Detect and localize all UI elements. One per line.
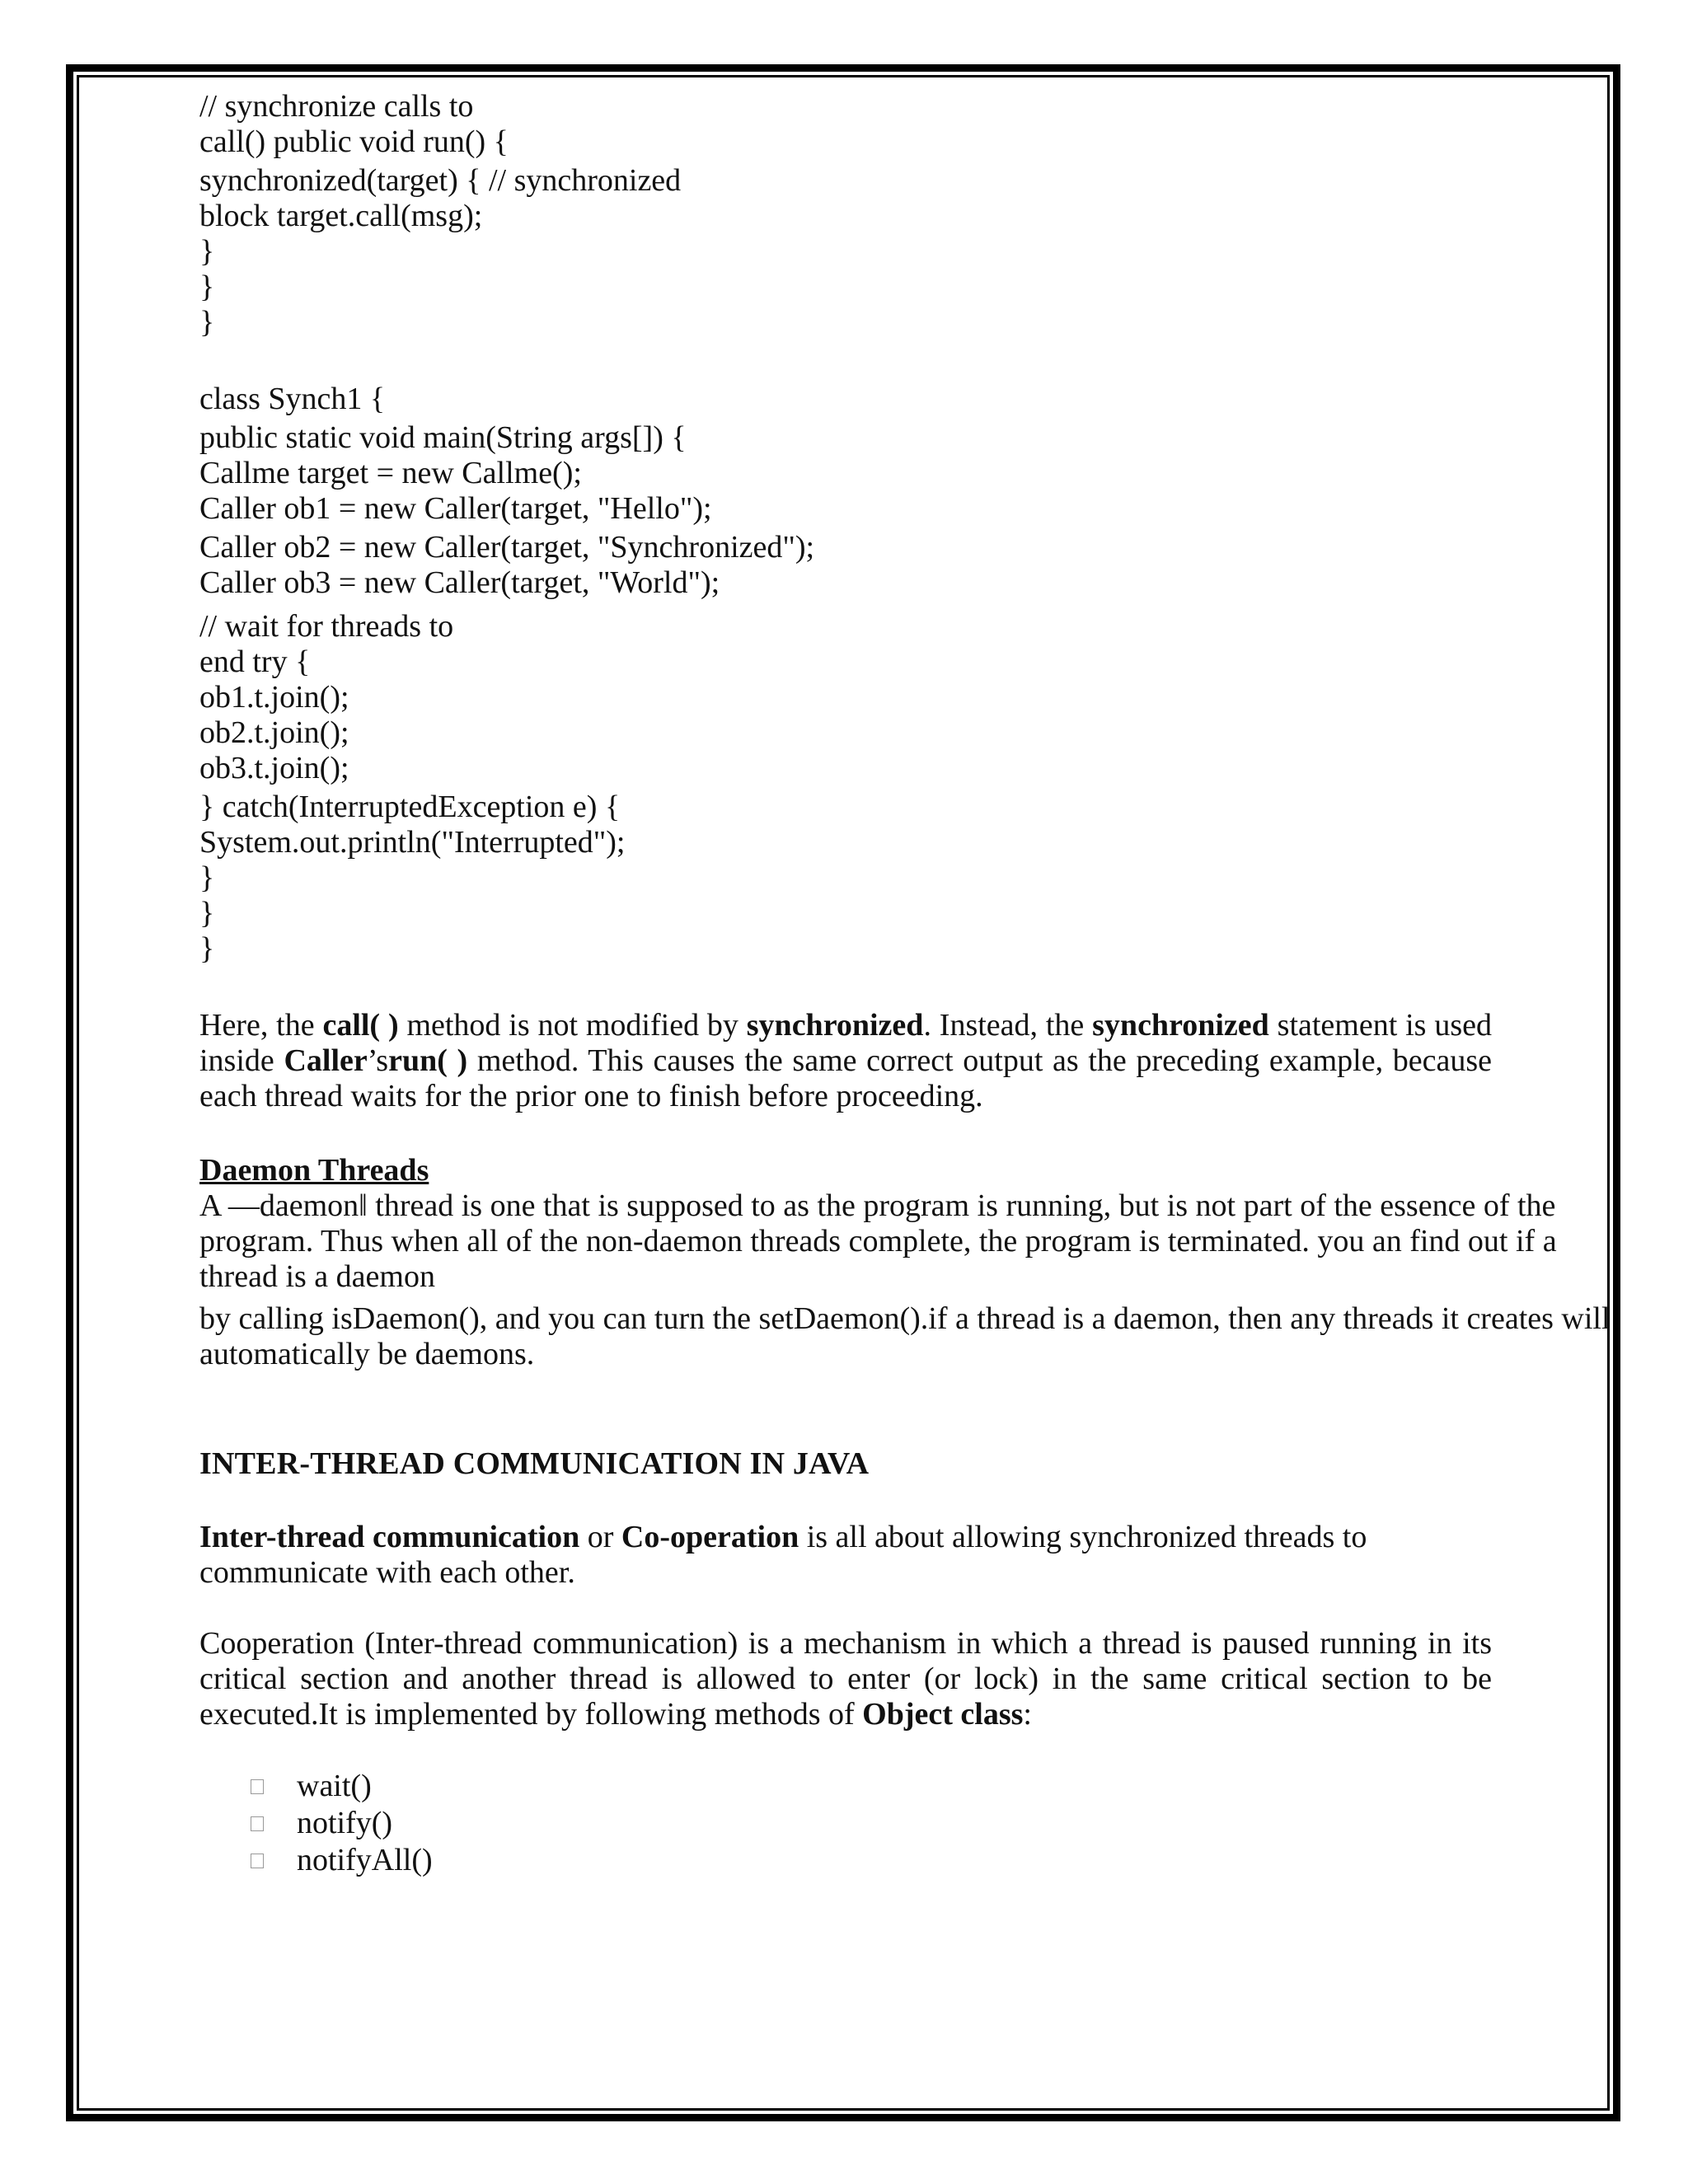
bullet-box-icon [251, 1779, 264, 1794]
code-line: // synchronize calls to [199, 89, 474, 124]
method-name: notify() [297, 1806, 393, 1840]
bullet-box-icon [251, 1816, 264, 1831]
inter-thread-paragraph-2: Cooperation (Inter-thread communication) is a mechanism in which a thread is paused running in its critical section and another thread is allowed to enter (or lock) in the same critical section to be executed.It is implemented by following methods of Object class: [199, 1626, 1492, 1732]
code-line: Caller ob3 = new Caller(target, "World"); [199, 565, 720, 600]
explanation-paragraph: Here, the call( ) method is not modified by synchronized. Instead, the synchronized statement is used inside Caller’srun( ) method. This causes the same correct output as the preceding example, because each thread waits for the prior one to finish before proceeding. [199, 1008, 1493, 1113]
code-line: } [199, 269, 215, 304]
code-line: Caller ob2 = new Caller(target, "Synchronized"); [199, 530, 815, 565]
daemon-paragraph-2: by calling isDaemon(), and you can turn the setDaemon().if a thread is a daemon, then any threads it creates will automatically be daemons. [199, 1301, 1611, 1371]
code-line: public static void main(String args[]) { [199, 420, 687, 455]
daemon-heading: Daemon Threads [199, 1153, 429, 1188]
method-name: wait() [297, 1769, 372, 1803]
code-line: end try { [199, 644, 311, 679]
code-line: } [199, 931, 215, 966]
code-line: class Synch1 { [199, 382, 386, 416]
method-name: notifyAll() [297, 1843, 433, 1877]
code-line: ob2.t.join(); [199, 715, 349, 750]
code-line: Caller ob1 = new Caller(target, "Hello"); [199, 491, 712, 526]
list-item [251, 1805, 1625, 1842]
methods-list [199, 1768, 1625, 1879]
code-line: } [199, 860, 215, 895]
code-block-2 [199, 382, 1625, 967]
code-line: call() public void run() { [199, 124, 509, 159]
list-item [251, 1768, 1625, 1805]
bullet-box-icon [251, 1854, 264, 1868]
inter-thread-paragraph-1: Inter-thread communication or Co-operation is all about allowing synchronized threads to communicate with each other. [199, 1520, 1367, 1590]
code-line: } [199, 305, 215, 340]
inter-thread-title: INTER-THREAD COMMUNICATION IN JAVA [199, 1446, 870, 1481]
code-line: ob3.t.join(); [199, 751, 349, 785]
code-line: ob1.t.join(); [199, 680, 349, 715]
code-line: Callme target = new Callme(); [199, 456, 582, 490]
code-line: synchronized(target) { // synchronized [199, 163, 682, 198]
code-line: block target.call(msg); [199, 199, 483, 233]
code-line: } [199, 896, 215, 930]
code-line: } [199, 234, 215, 269]
list-item [251, 1842, 1625, 1879]
code-line: // wait for threads to [199, 609, 454, 644]
code-line: System.out.println("Interrupted"); [199, 825, 626, 860]
code-block-1 [199, 89, 1625, 340]
code-line: } catch(InterruptedException e) { [199, 790, 621, 824]
daemon-paragraph-1: A ―daemon‖ thread is one that is supposed to as the program is running, but is not part of the essence of the program. Thus when all of the non-daemon threads complete, the program is terminated. you an find out if a thread is a daemon [199, 1188, 1557, 1294]
document-content [199, 89, 1625, 1879]
